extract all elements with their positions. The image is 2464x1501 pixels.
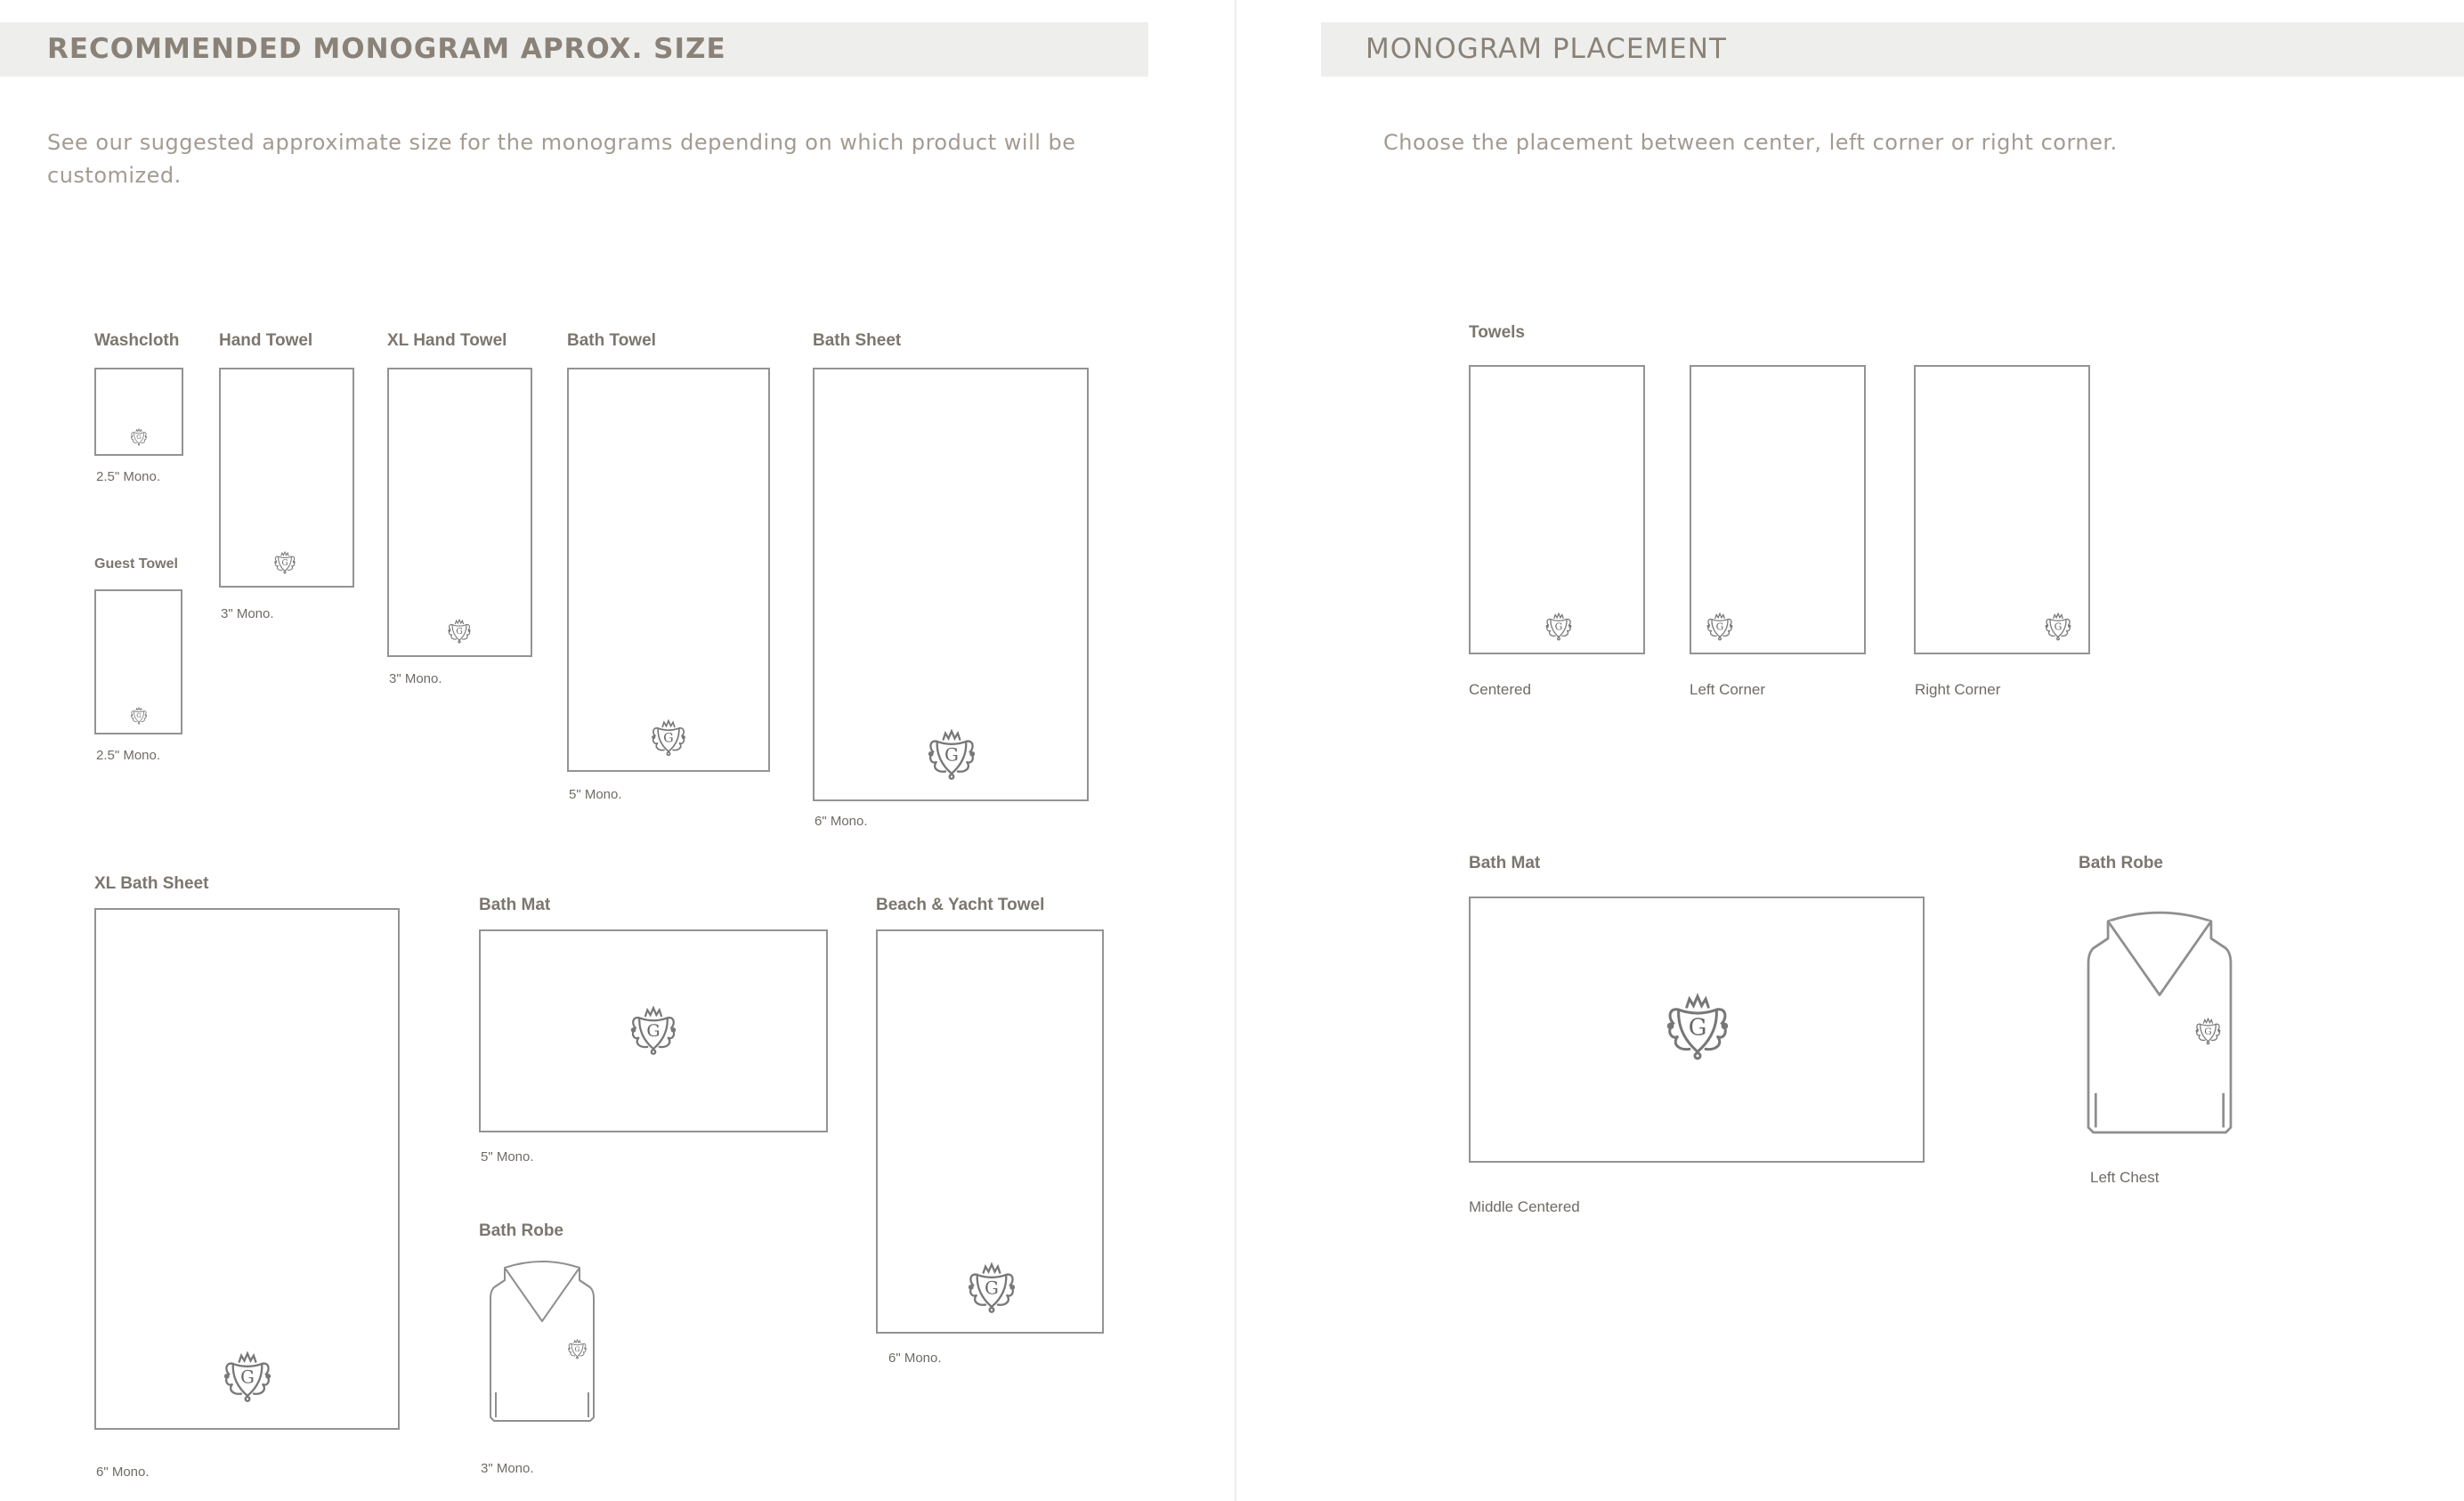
left-corner-label: Left Corner [1690, 681, 1766, 698]
guest-towel-mono-size: 2.5" Mono. [96, 748, 161, 763]
left-chest-label: Left Chest [2090, 1169, 2160, 1186]
bath-sheet-outline [813, 368, 1089, 801]
beach-yacht-towel-outline [876, 929, 1104, 1334]
monogram-crest-icon [650, 719, 687, 757]
bath-towel-title: Bath Towel [567, 331, 656, 350]
bath-sheet-mono-size: 6" Mono. [815, 814, 868, 829]
guest-towel-title: Guest Towel [94, 556, 178, 572]
bath-mat-placement-outline [1469, 897, 1925, 1163]
beach-yacht-towel-mono-size: 6" Mono. [888, 1351, 942, 1366]
right-corner-towel-outline [1914, 365, 2090, 654]
size-section-title: RECOMMENDED MONOGRAM APROX. SIZE [47, 33, 726, 65]
placement-header-bar [1321, 22, 2464, 77]
monogram-crest-icon [2044, 613, 2072, 641]
monogram-crest-icon [130, 428, 148, 446]
xl-hand-towel-title: XL Hand Towel [387, 331, 507, 350]
washcloth-outline [94, 368, 183, 456]
placement-section-title: MONOGRAM PLACEMENT [1366, 33, 1727, 65]
hand-towel-mono-size: 3" Mono. [221, 606, 274, 621]
monogram-placement-panel [1236, 0, 2464, 1501]
towels-heading: Towels [1469, 323, 1525, 342]
washcloth-mono-size: 2.5" Mono. [96, 469, 161, 484]
bath-mat-placement-heading: Bath Mat [1469, 854, 1541, 872]
xl-bath-sheet-mono-size: 6" Mono. [96, 1464, 150, 1480]
bath-mat-outline [479, 929, 828, 1132]
left-corner-towel-outline [1690, 365, 1866, 654]
monogram-crest-icon [447, 619, 472, 644]
hand-towel-title: Hand Towel [219, 331, 313, 350]
guest-towel-outline [94, 589, 182, 734]
monogram-crest-icon [926, 729, 977, 781]
centered-label: Centered [1469, 681, 1531, 698]
monogram-crest-icon [1544, 613, 1573, 641]
washcloth-title: Washcloth [94, 331, 180, 350]
bath-robe-placement-outline [2072, 909, 2247, 1142]
monogram-crest-icon [1664, 994, 1731, 1061]
size-intro [47, 126, 1160, 192]
hand-towel-outline [219, 368, 354, 588]
size-header-bar [0, 22, 1148, 77]
right-corner-label: Right Corner [1915, 681, 2001, 698]
monogram-crest-icon [222, 1351, 273, 1403]
monogram-crest-icon [2194, 1018, 2222, 1045]
monogram-crest-icon [628, 1006, 678, 1056]
bath-mat-title: Bath Mat [479, 896, 551, 914]
bath-robe-mono-size: 3" Mono. [481, 1461, 534, 1476]
bath-mat-mono-size: 5" Mono. [481, 1149, 534, 1164]
size-intro-line-2: customized. [47, 163, 182, 188]
xl-hand-towel-outline [387, 368, 532, 657]
monogram-crest-icon [130, 707, 148, 725]
xl-bath-sheet-outline [94, 908, 400, 1430]
bath-robe-outline [479, 1259, 605, 1428]
placement-intro: Choose the placement between center, left corner or right corner. [1383, 130, 2118, 155]
monogram-crest-icon [273, 551, 296, 574]
beach-yacht-towel-title: Beach & Yacht Towel [876, 896, 1045, 914]
size-intro-line-1: See our suggested approximate size for the monograms depending on which product will be [47, 130, 1076, 155]
monogram-crest-icon [966, 1262, 1017, 1314]
bath-towel-mono-size: 5" Mono. [569, 787, 622, 802]
centered-towel-outline [1469, 365, 1645, 654]
bath-towel-outline [567, 368, 770, 772]
xl-hand-towel-mono-size: 3" Mono. [389, 671, 442, 686]
xl-bath-sheet-title: XL Bath Sheet [94, 874, 209, 893]
monogram-crest-icon [1706, 613, 1734, 641]
bath-robe-placement-heading: Bath Robe [2079, 854, 2163, 872]
middle-centered-label: Middle Centered [1469, 1198, 1580, 1215]
bath-robe-title: Bath Robe [479, 1221, 563, 1240]
bath-sheet-title: Bath Sheet [813, 331, 902, 350]
monogram-crest-icon [567, 1339, 588, 1359]
